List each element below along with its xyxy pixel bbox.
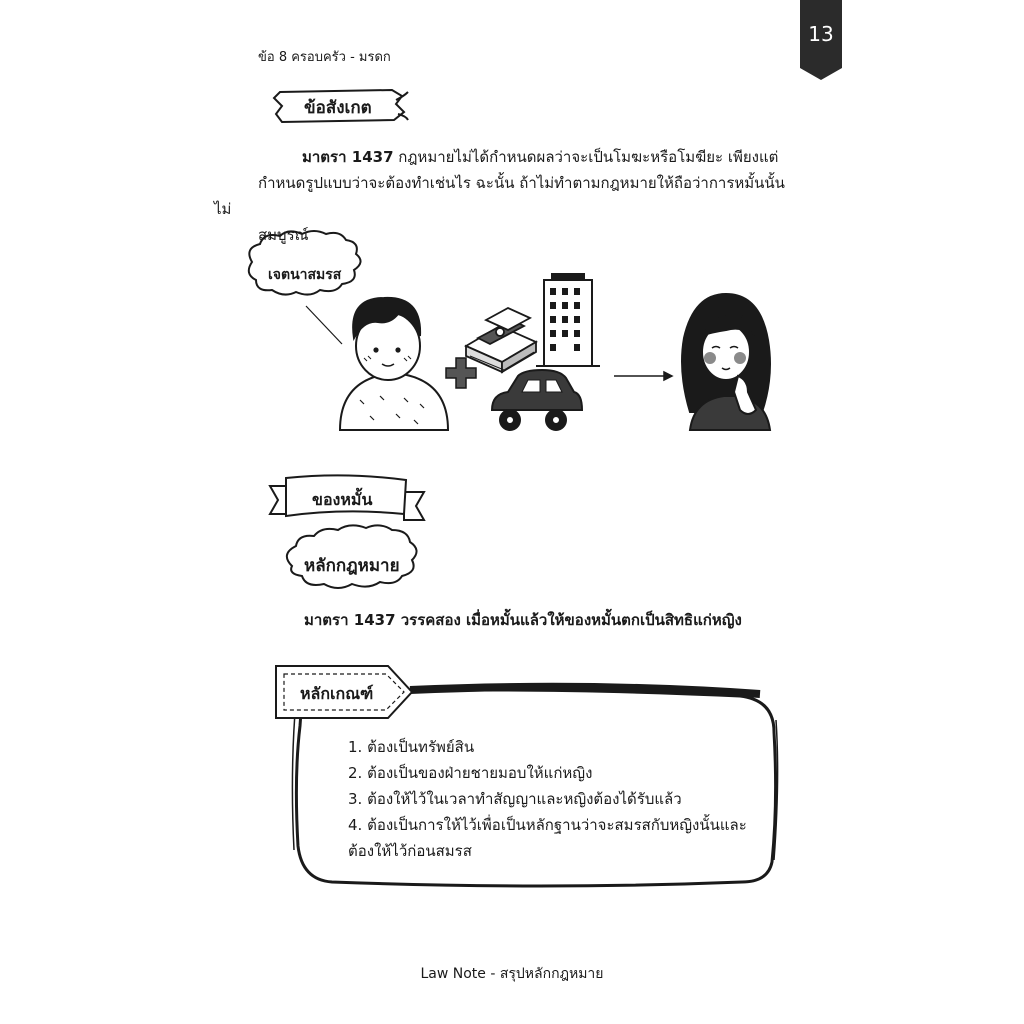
woman-illustration: [682, 294, 770, 430]
section-reference: มาตรา 1437: [302, 148, 394, 166]
building-icon: [536, 274, 600, 366]
criteria-item: 4. ต้องเป็นการให้ไว้เพื่อเป็นหลักฐานว่าจะสมรสกับหญิงนั้นและ: [348, 816, 747, 834]
paragraph-line-2: กำหนดรูปแบบว่าจะต้องทำเช่นไร ฉะนั้น ถ้าไม่ทำตามกฎหมายให้ถือว่าการหมั้นนั้นไม่: [214, 174, 785, 218]
footer: Law Note - สรุปหลักกฎหมาย: [420, 966, 604, 982]
legal-rule: มาตรา 1437 วรรคสอง เมื่อหมั้นแล้วให้ของหมั้นตกเป็นสิทธิแก่หญิง: [304, 611, 742, 629]
criteria-item: 2. ต้องเป็นของฝ่ายชายมอบให้แก่หญิง: [348, 764, 593, 782]
criteria-list: [348, 734, 748, 864]
observation-paragraph: [214, 144, 788, 248]
observation-title: ข้อสังเกต: [304, 98, 372, 118]
page-number: 13: [808, 22, 834, 46]
man-illustration: [340, 298, 448, 430]
gift-banner-label: ของหมั้น: [312, 490, 373, 509]
principle-title: หลักกฎหมาย: [304, 556, 400, 576]
chapter-header: ข้อ 8 ครอบครัว - มรดก: [258, 50, 391, 65]
marriage-intent-label: เจตนาสมรส: [268, 267, 342, 283]
paragraph-line-3: สมบูรณ์: [258, 226, 309, 244]
plus-icon: [446, 358, 476, 388]
criteria-title: หลักเกณฑ์: [300, 684, 374, 703]
criteria-item: ต้องให้ไว้ก่อนสมรส: [348, 842, 472, 860]
paragraph-line-1: กฎหมายไม่ได้กำหนดผลว่าจะเป็นโมฆะหรือโมฆียะ เพียงแต่: [393, 148, 779, 166]
money-stack-icon: [466, 308, 536, 372]
criteria-item: 1. ต้องเป็นทรัพย์สิน: [348, 738, 475, 756]
arrow-right-icon: [614, 372, 672, 380]
car-icon: [492, 370, 582, 430]
criteria-item: 3. ต้องให้ไว้ในเวลาทำสัญญาและหญิงต้องได้รับแล้ว: [348, 790, 682, 808]
